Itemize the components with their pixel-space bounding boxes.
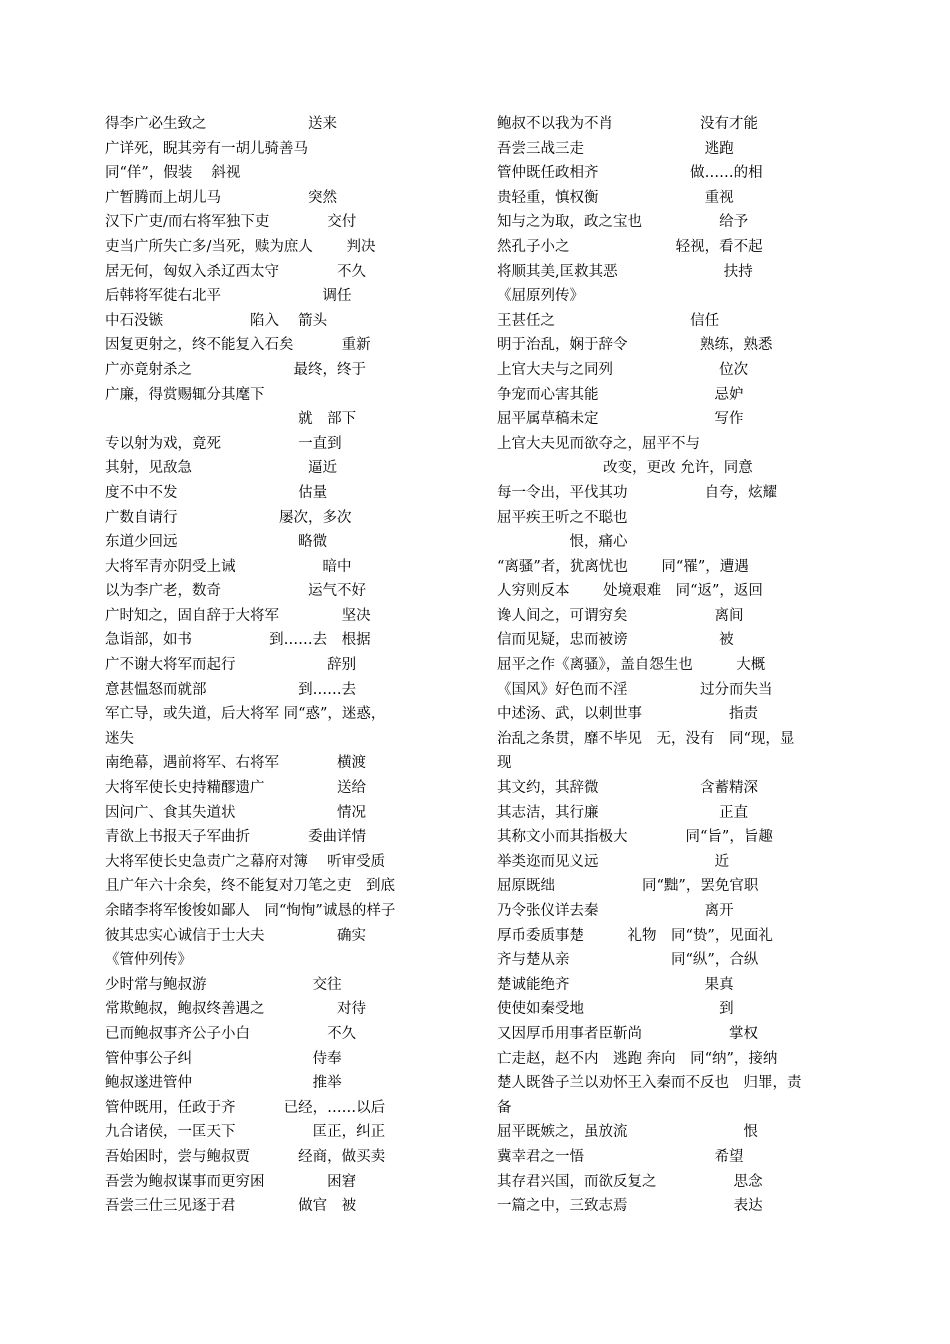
text-line: 同“佯”，假装 斜视	[105, 165, 241, 182]
text-line: 汉下广吏/而右将军独下吏 交付	[105, 214, 357, 231]
text-line: 每一令出，平伐其功 自夸，炫耀	[497, 484, 778, 501]
text-line: 谗人间之，可谓穷矣 离间	[497, 607, 744, 624]
text-line: 管仲事公子纠 侍奉	[105, 1050, 342, 1067]
text-line: 屈原既绌 同“黜”，罢免官职	[497, 878, 759, 895]
text-line: 管仲既用，任政于齐 已经，……以后	[105, 1099, 386, 1116]
text-line: 少时常与鲍叔游 交往	[105, 976, 342, 993]
text-line: 厚币委质事楚 礼物 同“贽”，见面礼	[497, 927, 773, 944]
text-line: 迷失	[105, 730, 134, 747]
text-line: 举类迩而见义远 近	[497, 853, 729, 870]
text-line: 现	[497, 755, 512, 772]
text-line: 东道少回远 略微	[105, 534, 328, 551]
text-line: 屈平属草稿未定 写作	[497, 411, 744, 428]
text-line: 齐与楚从亲 同“纵”，合纵	[497, 952, 759, 969]
text-line: 《屈原列传》	[497, 288, 584, 305]
text-line: 鲍叔不以我为不肖 没有才能	[497, 116, 758, 132]
text-line: 军亡导，或失道，后大将军 同“惑”，迷惑，	[105, 706, 386, 723]
text-line: 屈平既嫉之，虽放流 恨	[497, 1124, 758, 1141]
left-column	[105, 112, 457, 1219]
text-line: 广时知之，固自辞于大将军 坚决	[105, 607, 371, 624]
text-line: 吾始困时，尝与鲍叔贾 经商，做买卖	[105, 1148, 386, 1165]
text-line: 吾尝三仕三见逐于君 做官 被	[105, 1198, 357, 1215]
text-line: 改变，更改 允许，同意	[497, 460, 753, 477]
text-line: 以为李广老，数奇 运气不好	[105, 583, 366, 600]
text-line: 中石没镞 陷入 箭头	[105, 312, 328, 329]
text-line: 因问广、食其失道状 情况	[105, 804, 366, 821]
text-line: 《国风》好色而不淫 过分而失当	[497, 681, 773, 698]
text-line: 专以射为戏，竟死 一直到	[105, 435, 342, 452]
text-line: 广详死，睨其旁有一胡儿骑善马	[105, 140, 308, 157]
text-line: 大将军青亦阴受上诫 暗中	[105, 558, 352, 575]
text-line: 冀幸君之一悟 希望	[497, 1148, 744, 1165]
text-line: 屈平之作《离骚》，盖自怨生也 大概	[497, 657, 766, 674]
text-line: 吏当广所失亡多/当死，赎为庶人 判决	[105, 238, 376, 255]
text-line: 余睹李将军悛悛如鄙人 同“恂恂”诚恳的样子	[105, 903, 396, 919]
text-line: 其志洁，其行廉 正直	[497, 804, 749, 821]
text-line: 王甚任之 信任	[497, 312, 720, 329]
text-line: 已而鲍叔事齐公子小白 不久	[105, 1025, 357, 1042]
text-line: 就 部下	[105, 411, 357, 428]
text-line: “离骚”者，犹离忧也 同“罹”，遭遇	[497, 558, 749, 575]
text-line: 九合诸侯，一匡天下 匡正，纠正	[105, 1124, 386, 1141]
text-line: 信而见疑，忠而被谤 被	[497, 632, 734, 649]
text-line: 南绝幕，遇前将军、右将军 横渡	[105, 755, 366, 772]
text-line: 常欺鲍叔，鲍叔终善遇之 对待	[105, 1001, 366, 1018]
text-line: 吾尝三战三走 逃跑	[497, 140, 734, 157]
text-line: 将顺其美,匡救其恶 扶持	[497, 263, 753, 280]
text-line: 彼其忠实心诚信于士大夫 确实	[105, 927, 366, 944]
text-line: 吾尝为鲍叔谋事而更穷困 困窘	[105, 1173, 357, 1190]
text-line: 使使如秦受地 到	[497, 1001, 734, 1018]
text-line: 其射，见敌急 逼近	[105, 460, 337, 477]
text-line: 其称文小而其指极大 同“旨”，旨趣	[497, 829, 773, 846]
text-line: 广不谢大将军而起行 辞别	[105, 657, 357, 674]
text-line: 意甚愠怒而就部 到……去	[105, 681, 357, 698]
text-line: 楚诚能绝齐 果真	[497, 976, 734, 993]
text-line: 大将军使长史持糒醪遗广 送给	[105, 780, 366, 797]
text-line: 人穷则反本 处境艰难 同“返”，返回	[497, 583, 763, 600]
text-line: 又因厚币用事者臣靳尚 掌权	[497, 1025, 758, 1042]
text-line: 广暂腾而上胡儿马 突然	[105, 189, 337, 206]
text-line: 管仲既任政相齐 做……的相	[497, 165, 763, 182]
text-line: 居无何，匈奴入杀辽西太守 不久	[105, 263, 366, 280]
text-line: 且广年六十余矣，终不能复对刀笔之吏 到底	[105, 878, 395, 895]
text-line: 恨，痛心	[497, 534, 628, 551]
text-line: 因复更射之，终不能复入石矣 重新	[105, 337, 371, 354]
text-line: 然孔子小之 轻视，看不起	[497, 238, 763, 255]
text-line: 上官大夫与之同列 位次	[497, 361, 749, 378]
text-line: 贵轻重，慎权衡 重视	[497, 189, 734, 206]
text-line: 中述汤、武，以刺世事 指责	[497, 706, 758, 723]
text-line: 明于治乱，娴于辞令 熟练，熟悉	[497, 337, 773, 354]
text-line: 乃令张仪详去秦 离开	[497, 903, 734, 919]
text-line: 度不中不发 估量	[105, 484, 328, 501]
text-line: 其文约，其辞微 含蓄精深	[497, 780, 758, 797]
text-line: 广数自请行 屡次，多次	[105, 509, 352, 526]
text-line: 广廉，得赏赐辄分其麾下	[105, 386, 265, 403]
text-line: 争宠而心害其能 忌妒	[497, 386, 744, 403]
text-line: 屈平疾王听之不聪也	[497, 509, 628, 526]
text-line: 一篇之中，三致志焉 表达	[497, 1198, 763, 1215]
text-line: 急诣部，如书 到……去 根据	[105, 632, 371, 649]
right-column	[497, 112, 849, 1219]
text-line: 后韩将军徙右北平 调任	[105, 288, 352, 305]
text-line: 治乱之条贯，靡不毕见 无，没有 同“现，显	[497, 730, 795, 747]
text-line: 鲍叔遂进管仲 推举	[105, 1075, 342, 1092]
text-line: 大将军使长史急责广之幕府对簿 听审受质	[105, 853, 386, 870]
text-line: 青欲上书报天子军曲折 委曲详情	[105, 829, 366, 846]
text-line: 备	[497, 1099, 512, 1116]
text-line: 楚人既咎子兰以劝怀王入秦而不反也 归罪，责	[497, 1075, 802, 1092]
text-line: 知与之为取，政之宝也 给予	[497, 214, 749, 231]
text-line: 广亦竟射杀之 最终，终于	[105, 361, 366, 378]
text-line: 得李广必生致之 送来	[105, 116, 337, 132]
text-line: 《管仲列传》	[105, 952, 192, 969]
text-line: 上官大夫见而欲夺之，屈平不与	[497, 435, 700, 452]
text-line: 其存君兴国，而欲反复之 思念	[497, 1173, 763, 1190]
text-line: 亡走赵，赵不内 逃跑 奔向 同“纳”，接纳	[497, 1050, 778, 1067]
